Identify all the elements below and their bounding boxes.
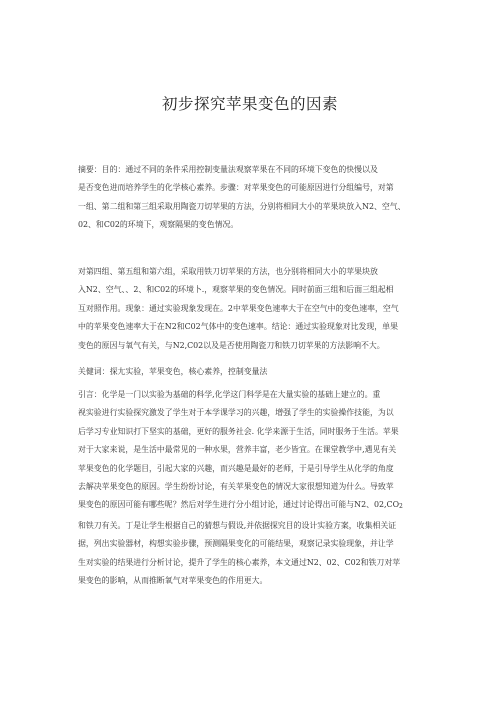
method-line: 入N2、空气、、2、和C02的环境卜.，观察苹果的变色情况。同时前面三组和后面三组起相 [78,285,394,295]
keywords-line: 关健词：探尢实验，苹果变色，核心素养，控制变量法 [78,367,268,376]
intro-line: 对于大家来说，是生活中最常见的一种水果，营养丰富，老少皆宜。在课堂教学中,遇见有关 [78,445,397,455]
intro-line: 生对实验的结果进行分析讨论，提升了学生的核心素养，本文通过N2、02、C02和铁刀对苹 [78,557,401,567]
intro-line: 去解决苹果变色的原因。学生纷纷讨论，有关苹果变色的情况大家很想知道为什么。导致苹 [78,482,394,492]
intro-line-with-subscript [62,496,442,516]
intro-line: 苹果变色的化学题目，引起大家的兴趣，而兴趣是最好的老师，于是引导学生从化学的角度 [78,463,394,473]
co2-subscript: 2 [399,503,403,511]
intro-line: 视实验进行实验探究激发了学生对于本学课学习的兴趣，增强了学生的实验操作技能，为以 [78,408,394,418]
intro-line-text: 果变色的原因可能有哪些呢？然后对学生进行分小组讨论，通过讨论得出可能与N2、02,CO [78,500,400,510]
intro-line: 后学习专业知识打下坚实的基础，更好的服务社会. 化学来源于生活，同时服务于生活。苹果 [78,426,399,436]
intro-line: 引言：化学是一门以实验为基础的科学,化学这门科学是在大量实验的基础上建立的。重 [78,390,381,399]
intro-line: 果变色的影响，从而推断氧气对苹果变色的作用更大。 [78,576,268,586]
abstract-line: 02、和C02的环境下，观察隔果的变色情况。 [78,220,239,230]
intro-line: 据，列出实验器材，构想实验步骤，预测隔果变化的可能结果，观察记录实验现象，并让学 [78,539,394,549]
introduction-paragraph [62,386,442,590]
abstract-line: 摘要：目的：通过不同的条件采用控制变量法观察苹果在不同的环境下变色的快慢以及 [78,165,378,174]
method-paragraph [62,263,442,355]
document-title: 初步探究苹果变色的因素 [161,95,338,113]
method-line: 对第四组、第五组和第六组，采取用铁刀切苹果的方法，也分别将相同大小的苹果块放 [78,267,378,276]
abstract-line: 是否变色进而培养学生的化学核心素养。步骤：对苹果变色的可能原因进行分组编号，对第 [78,183,394,193]
abstract-line: 一组、第二组和第三组采取用陶瓷刀切苹果的方法，分别将相同大小的苹果块放入N2、空气、 [78,201,406,211]
method-line: 中的苹果变色速率大于在N2和C02气体中的变色速率。结论：通过实验现象对比发现，单果 [78,322,398,332]
abstract-paragraph [62,161,442,235]
intro-line: 和铁刀有关。丁是让学生根据自己的猜想与假设,并依据探究目的设计实验方案，收集相关证 [78,520,397,530]
method-line: 互对照作用。现象：通过实验现象发现在。2中苹果变色速率大于在空气中的变色速率，空气 [78,303,399,313]
keywords-paragraph [62,363,442,381]
method-line: 变色的原因与氧气有关，与N2,C02以及是否使用陶瓷刀和铁刀切苹果的方法影响不大。 [78,340,385,350]
